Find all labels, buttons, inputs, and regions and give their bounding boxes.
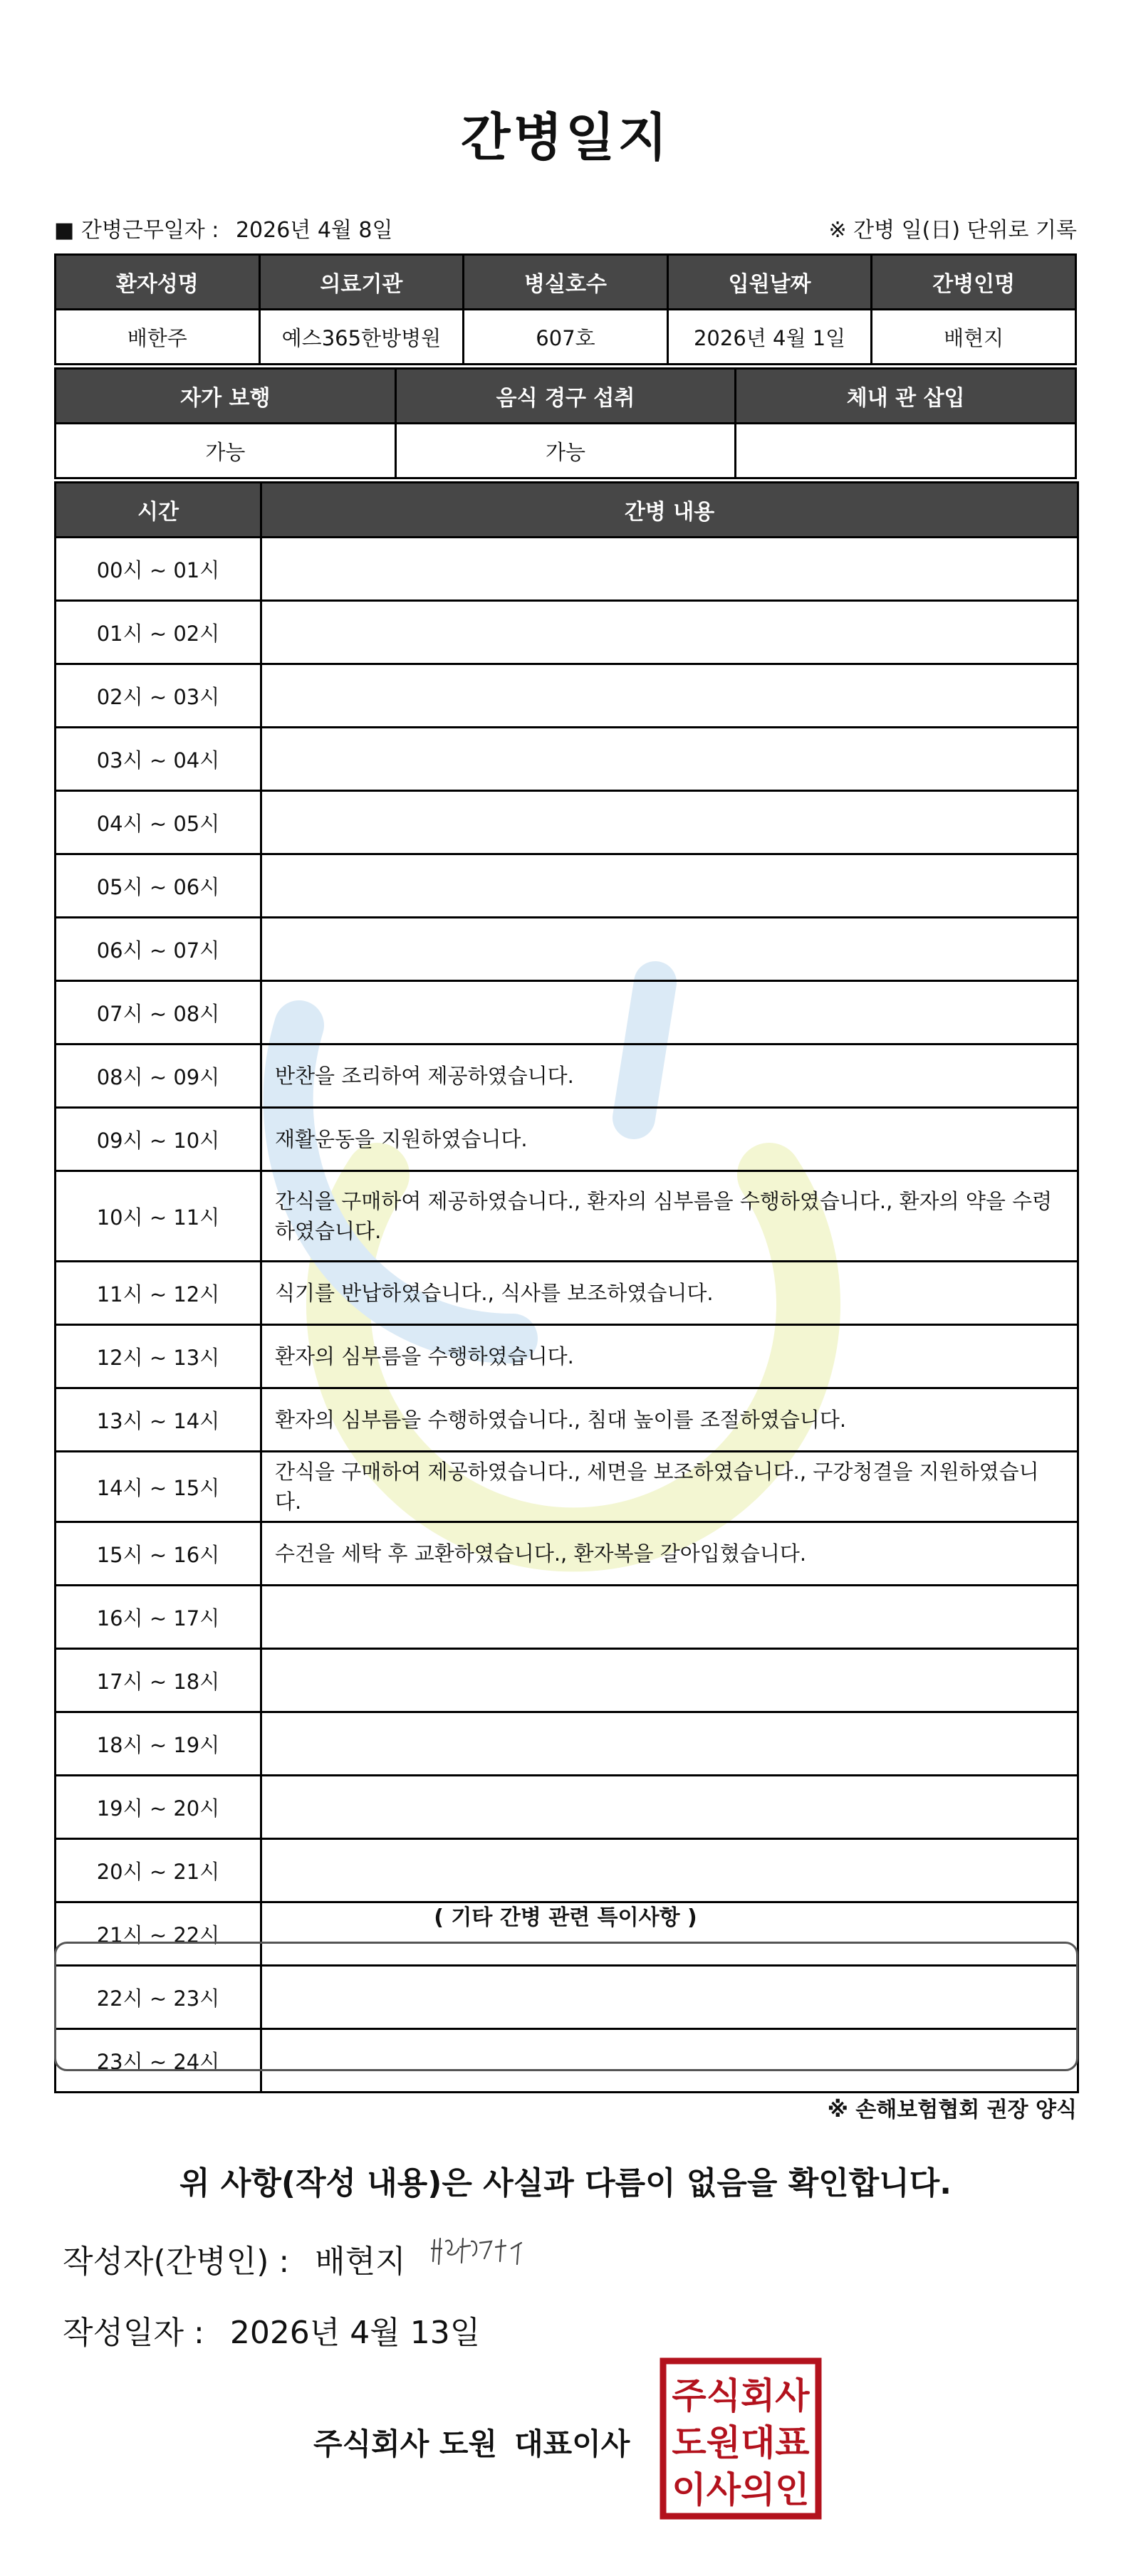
- log-time: 00시 ~ 01시: [56, 538, 261, 601]
- content-header: 간병 내용: [261, 483, 1078, 538]
- log-time: 08시 ~ 09시: [56, 1044, 261, 1108]
- log-row: [56, 1649, 1078, 1712]
- log-content: 재활운동을 지원하였습니다.: [261, 1108, 1078, 1171]
- log-time: 12시 ~ 13시: [56, 1325, 261, 1388]
- hospital: 예스365한방병원: [259, 310, 464, 365]
- written-date-value: 2026년 4월 13일: [229, 2315, 481, 2351]
- log-time: 21시 ~ 22시: [56, 1902, 261, 1966]
- log-time: 13시 ~ 14시: [56, 1388, 261, 1452]
- log-time: 14시 ~ 15시: [56, 1452, 261, 1522]
- info-header: 간병인명: [872, 255, 1076, 310]
- log-row: [56, 1712, 1078, 1776]
- log-row: [56, 1388, 1078, 1452]
- log-time: 01시 ~ 02시: [56, 601, 261, 664]
- log-content: 간식을 구매하여 제공하였습니다., 세면을 보조하였습니다., 구강청결을 지원하였습니다.: [261, 1452, 1078, 1522]
- work-date: [54, 212, 393, 244]
- log-content: [261, 538, 1078, 601]
- log-time: 07시 ~ 08시: [56, 981, 261, 1044]
- info-header: 입원날짜: [667, 255, 872, 310]
- log-time: 16시 ~ 17시: [56, 1586, 261, 1649]
- written-date-label: 작성일자 :: [63, 2315, 204, 2351]
- log-content: 반찬을 조리하여 제공하였습니다.: [261, 1044, 1078, 1108]
- written-date-line: [63, 2307, 480, 2352]
- log-row: [56, 538, 1078, 601]
- log-content: [261, 981, 1078, 1044]
- log-time: 17시 ~ 18시: [56, 1649, 261, 1712]
- log-time: 11시 ~ 12시: [56, 1262, 261, 1325]
- log-content: [261, 791, 1078, 854]
- log-time: 18시 ~ 19시: [56, 1712, 261, 1776]
- log-content: [261, 601, 1078, 664]
- work-date-label: ■ 간병근무일자 :: [54, 218, 219, 243]
- self-walking-value: 가능: [56, 424, 396, 478]
- caregiver-name: 배현지: [872, 310, 1076, 365]
- patient-name: 배한주: [56, 310, 260, 365]
- log-content: 수건을 세탁 후 교환하였습니다., 환자복을 갈아입혔습니다.: [261, 1522, 1078, 1586]
- log-content: [261, 1649, 1078, 1712]
- other-notes-label: ( 기타 간병 관련 특이사항 ): [434, 1905, 697, 1930]
- log-time: 09시 ~ 10시: [56, 1108, 261, 1171]
- log-row: [56, 1839, 1078, 1902]
- company-seal: [659, 2357, 823, 2520]
- log-row: [56, 1171, 1078, 1262]
- status-header: 체내 관 삽입: [736, 369, 1076, 424]
- log-time: 04시 ~ 05시: [56, 791, 261, 854]
- log-time: 10시 ~ 11시: [56, 1171, 261, 1262]
- log-row: [56, 664, 1078, 728]
- log-content: [261, 1839, 1078, 1902]
- log-time: 19시 ~ 20시: [56, 1776, 261, 1839]
- company-name: 주식회사 도원: [313, 2426, 498, 2461]
- representative-title: 대표이사: [514, 2426, 630, 2461]
- log-content: 간식을 구매하여 제공하였습니다., 환자의 심부름을 수행하였습니다., 환자의 약을 수령하였습니다.: [261, 1171, 1078, 1262]
- log-row: [56, 791, 1078, 854]
- log-time: 15시 ~ 16시: [56, 1522, 261, 1586]
- confirmation-statement: 위 사항(작성 내용)은 사실과 다름이 없음을 확인합니다.: [179, 2165, 952, 2201]
- info-header: 병실호수: [464, 255, 668, 310]
- oral-intake-value: 가능: [395, 424, 736, 478]
- log-row: [56, 1586, 1078, 1649]
- log-row: [56, 601, 1078, 664]
- seal-line-3: 이사의인: [672, 2469, 810, 2510]
- log-row: [56, 981, 1078, 1044]
- other-notes-box: [54, 1942, 1078, 2071]
- admission-date: 2026년 4월 1일: [667, 310, 872, 365]
- log-time: 23시 ~ 24시: [56, 2029, 261, 2093]
- log-row: [56, 1044, 1078, 1108]
- log-content: [261, 664, 1078, 728]
- log-row: [56, 1452, 1078, 1522]
- time-header: 시간: [56, 483, 261, 538]
- record-unit-note: ※ 간병 일(日) 단위로 기록: [828, 218, 1077, 243]
- patient-status-table: [54, 367, 1077, 479]
- log-time: 06시 ~ 07시: [56, 918, 261, 981]
- writer-line: [63, 2236, 406, 2281]
- info-header: 의료기관: [259, 255, 464, 310]
- handwritten-signature: [427, 2227, 534, 2277]
- log-content: 식기를 반납하였습니다., 식사를 보조하였습니다.: [261, 1262, 1078, 1325]
- seal-line-2: 도원대표: [672, 2422, 810, 2464]
- writer-label: 작성자(간병인) :: [63, 2243, 290, 2280]
- log-content: [261, 1776, 1078, 1839]
- company-line: [313, 2421, 647, 2464]
- seal-line-1: 주식회사: [672, 2375, 810, 2417]
- log-content: [261, 1586, 1078, 1649]
- log-content: 환자의 심부름을 수행하였습니다., 침대 높이를 조절하였습니다.: [261, 1388, 1078, 1452]
- log-time: 05시 ~ 06시: [56, 854, 261, 918]
- log-row: [56, 854, 1078, 918]
- form-source-notice: ※ 손해보험협회 권장 양식: [827, 2098, 1077, 2122]
- care-log-table: [54, 481, 1079, 2093]
- patient-info-table: [54, 253, 1077, 365]
- work-date-value: 2026년 4월 8일: [235, 218, 393, 243]
- info-header: 환자성명: [56, 255, 260, 310]
- log-time: 20시 ~ 21시: [56, 1839, 261, 1902]
- log-time: 22시 ~ 23시: [56, 1966, 261, 2029]
- log-content: [261, 854, 1078, 918]
- log-row: [56, 918, 1078, 981]
- writer-name: 배현지: [315, 2243, 406, 2280]
- log-time: 03시 ~ 04시: [56, 728, 261, 791]
- log-row: [56, 1522, 1078, 1586]
- log-row: [56, 1776, 1078, 1839]
- room-number: 607호: [464, 310, 668, 365]
- log-content: [261, 918, 1078, 981]
- log-time: 02시 ~ 03시: [56, 664, 261, 728]
- status-header: 자가 보행: [56, 369, 396, 424]
- document-title: 간병일지: [460, 108, 671, 167]
- log-row: [56, 1325, 1078, 1388]
- tube-insertion-value: [736, 424, 1076, 478]
- log-row: [56, 728, 1078, 791]
- log-row: [56, 1108, 1078, 1171]
- log-content: [261, 728, 1078, 791]
- status-header: 음식 경구 섭취: [395, 369, 736, 424]
- log-content: [261, 1712, 1078, 1776]
- log-row: [56, 1262, 1078, 1325]
- log-content: 환자의 심부름을 수행하였습니다.: [261, 1325, 1078, 1388]
